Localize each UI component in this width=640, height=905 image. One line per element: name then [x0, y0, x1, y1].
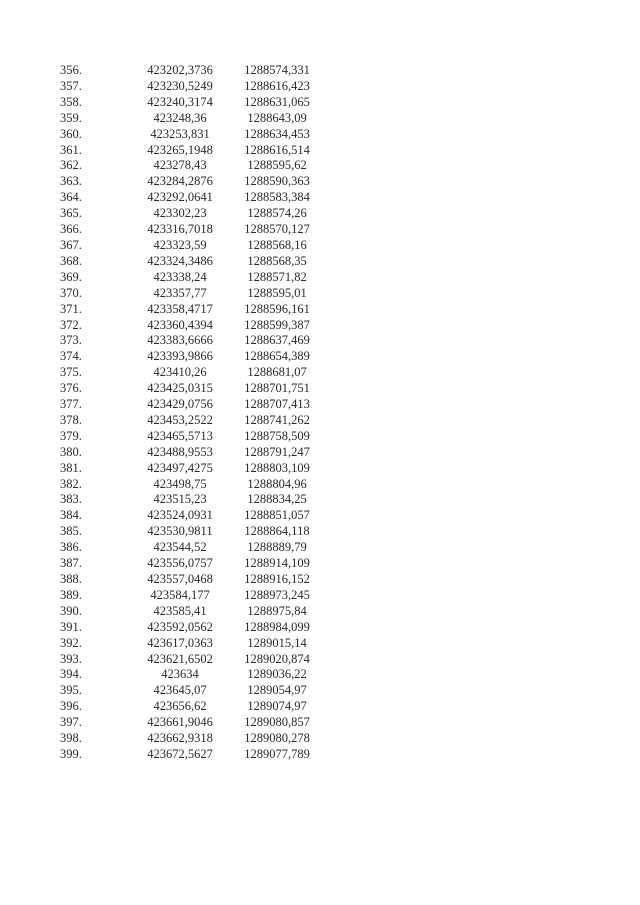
table-row — [60, 747, 324, 763]
point-number: 383. — [60, 492, 82, 507]
y-coordinate: 1288643,09 — [247, 110, 307, 125]
y-coordinate: 1288583,384 — [244, 190, 310, 205]
point-number: 377. — [60, 397, 82, 412]
point-number: 363. — [60, 174, 82, 189]
x-coordinate: 423278,43 — [153, 158, 207, 173]
table-row — [60, 143, 324, 159]
table-row — [60, 365, 324, 381]
table-row — [60, 636, 324, 652]
point-number: 374. — [60, 349, 82, 364]
y-coordinate: 1289080,857 — [244, 715, 310, 730]
point-number: 392. — [60, 635, 82, 650]
table-row — [60, 63, 324, 79]
point-number: 386. — [60, 540, 82, 555]
y-coordinate: 1288616,514 — [244, 142, 310, 157]
y-coordinate: 1288701,751 — [244, 381, 310, 396]
y-coordinate: 1288568,35 — [247, 253, 307, 268]
x-coordinate: 423524,0931 — [147, 508, 213, 523]
table-row — [60, 381, 324, 397]
table-row — [60, 556, 324, 572]
point-number: 385. — [60, 524, 82, 539]
point-number: 387. — [60, 556, 82, 571]
table-row — [60, 731, 324, 747]
x-coordinate: 423357,77 — [153, 285, 207, 300]
x-coordinate: 423498,75 — [153, 476, 207, 491]
table-row — [60, 206, 324, 222]
x-coordinate: 423358,4717 — [147, 301, 213, 316]
point-number: 373. — [60, 333, 82, 348]
x-coordinate: 423662,9318 — [147, 731, 213, 746]
x-coordinate: 423584,177 — [150, 587, 210, 602]
x-coordinate: 423360,4394 — [147, 317, 213, 332]
y-coordinate: 1289074,97 — [247, 699, 307, 714]
x-coordinate: 423383,6666 — [147, 333, 213, 348]
point-number: 390. — [60, 603, 82, 618]
table-row — [60, 588, 324, 604]
y-coordinate: 1288570,127 — [244, 222, 310, 237]
x-coordinate: 423645,07 — [153, 683, 207, 698]
point-number: 357. — [60, 78, 82, 93]
y-coordinate: 1288834,25 — [247, 492, 307, 507]
point-number: 378. — [60, 412, 82, 427]
point-number: 388. — [60, 572, 82, 586]
table-row — [60, 620, 324, 636]
y-coordinate: 1289080,278 — [244, 731, 310, 746]
y-coordinate: 1288707,413 — [244, 397, 310, 412]
point-number: 384. — [60, 508, 82, 523]
x-coordinate: 423410,26 — [153, 365, 207, 380]
y-coordinate: 1288634,453 — [244, 126, 310, 141]
table-row — [60, 683, 324, 699]
point-number: 379. — [60, 428, 82, 443]
x-coordinate: 423248,36 — [153, 110, 207, 125]
y-coordinate: 1288741,262 — [244, 412, 310, 427]
point-number: 375. — [60, 365, 82, 380]
table-row — [60, 429, 324, 445]
y-coordinate: 1288791,247 — [244, 444, 310, 459]
y-coordinate: 1288631,065 — [244, 94, 310, 109]
y-coordinate: 1288851,057 — [244, 508, 310, 523]
y-coordinate: 1289036,22 — [247, 667, 307, 682]
y-coordinate: 1289020,874 — [244, 651, 310, 666]
table-row — [60, 524, 324, 540]
point-number: 376. — [60, 381, 82, 396]
x-coordinate: 423265,1948 — [147, 142, 213, 157]
x-coordinate: 423302,23 — [153, 206, 207, 221]
x-coordinate: 423634 — [161, 667, 199, 682]
point-number: 368. — [60, 253, 82, 268]
point-number: 372. — [60, 317, 82, 332]
point-number: 391. — [60, 619, 82, 634]
y-coordinate: 1288599,387 — [244, 317, 310, 332]
x-coordinate: 423556,0757 — [147, 556, 213, 571]
x-coordinate: 423240,3174 — [147, 94, 213, 109]
point-number: 393. — [60, 651, 82, 666]
point-number: 362. — [60, 158, 82, 173]
y-coordinate: 1288637,469 — [244, 333, 310, 348]
point-number: 399. — [60, 746, 82, 761]
x-coordinate: 423316,7018 — [147, 222, 213, 237]
table-row — [60, 508, 324, 524]
point-number: 364. — [60, 190, 82, 205]
point-number: 367. — [60, 237, 82, 252]
x-coordinate: 423592,0562 — [147, 619, 213, 634]
point-number: 381. — [60, 460, 82, 475]
point-number: 371. — [60, 301, 82, 316]
table-row — [60, 333, 324, 349]
x-coordinate: 423530,9811 — [147, 524, 213, 539]
y-coordinate: 1288889,79 — [247, 540, 307, 555]
point-number: 380. — [60, 444, 82, 459]
y-coordinate: 1288616,423 — [244, 78, 310, 93]
y-coordinate: 1288758,509 — [244, 428, 310, 443]
table-row — [60, 667, 324, 683]
x-coordinate: 423515,23 — [153, 492, 207, 507]
x-coordinate: 423323,59 — [153, 237, 207, 252]
y-coordinate: 1289015,14 — [247, 635, 307, 650]
table-row — [60, 461, 324, 477]
point-number: 358. — [60, 94, 82, 109]
y-coordinate: 1288568,16 — [247, 237, 307, 252]
table-row — [60, 254, 324, 270]
table-row — [60, 318, 324, 334]
table-row — [60, 572, 324, 588]
y-coordinate: 1288574,26 — [247, 206, 307, 221]
table-row — [60, 349, 324, 365]
table-row — [60, 286, 324, 302]
x-coordinate: 423661,9046 — [147, 715, 213, 730]
y-coordinate: 1288595,62 — [247, 158, 307, 173]
y-coordinate: 1288803,109 — [244, 460, 310, 475]
y-coordinate: 1288914,109 — [244, 556, 310, 571]
point-number: 360. — [60, 126, 82, 141]
table-row — [60, 270, 324, 286]
x-coordinate: 423544,52 — [153, 540, 207, 555]
point-number: 359. — [60, 110, 82, 125]
x-coordinate: 423497,4275 — [147, 460, 213, 475]
y-coordinate: 1288916,152 — [244, 572, 310, 586]
point-number: 395. — [60, 683, 82, 698]
y-coordinate: 1288975,84 — [247, 603, 307, 618]
table-row — [60, 174, 324, 190]
y-coordinate: 1288596,161 — [244, 301, 310, 316]
x-coordinate: 423488,9553 — [147, 444, 213, 459]
x-coordinate: 423557,0468 — [147, 572, 213, 586]
y-coordinate: 1288574,331 — [244, 63, 310, 77]
table-row — [60, 238, 324, 254]
coordinates-table — [60, 63, 324, 763]
table-row — [60, 652, 324, 668]
table-row — [60, 79, 324, 95]
point-number: 398. — [60, 731, 82, 746]
x-coordinate: 423284,2876 — [147, 174, 213, 189]
y-coordinate: 1288654,389 — [244, 349, 310, 364]
table-row — [60, 222, 324, 238]
x-coordinate: 423324,3486 — [147, 253, 213, 268]
x-coordinate: 423202,3736 — [147, 63, 213, 77]
point-number: 361. — [60, 142, 82, 157]
x-coordinate: 423338,24 — [153, 269, 207, 284]
point-number: 369. — [60, 269, 82, 284]
y-coordinate: 1288681,07 — [247, 365, 307, 380]
x-coordinate: 423656,62 — [153, 699, 207, 714]
y-coordinate: 1288984,099 — [244, 619, 310, 634]
x-coordinate: 423429,0756 — [147, 397, 213, 412]
point-number: 397. — [60, 715, 82, 730]
x-coordinate: 423453,2522 — [147, 412, 213, 427]
point-number: 396. — [60, 699, 82, 714]
y-coordinate: 1288590,363 — [244, 174, 310, 189]
x-coordinate: 423425,0315 — [147, 381, 213, 396]
table-row — [60, 477, 324, 493]
y-coordinate: 1288864,118 — [244, 524, 310, 539]
table-row — [60, 158, 324, 174]
point-number: 370. — [60, 285, 82, 300]
y-coordinate: 1288595,01 — [247, 285, 307, 300]
table-row — [60, 95, 324, 111]
x-coordinate: 423621,6502 — [147, 651, 213, 666]
x-coordinate: 423393,9866 — [147, 349, 213, 364]
point-number: 382. — [60, 476, 82, 491]
table-row — [60, 413, 324, 429]
table-row — [60, 127, 324, 143]
point-number: 366. — [60, 222, 82, 237]
y-coordinate: 1288973,245 — [244, 587, 310, 602]
x-coordinate: 423230,5249 — [147, 78, 213, 93]
y-coordinate: 1288804,96 — [247, 476, 307, 491]
table-row — [60, 302, 324, 318]
table-row — [60, 715, 324, 731]
coordinates-table-body — [60, 63, 324, 763]
table-row — [60, 397, 324, 413]
y-coordinate: 1288571,82 — [247, 269, 307, 284]
point-number: 365. — [60, 206, 82, 221]
x-coordinate: 423292,0641 — [147, 190, 213, 205]
table-row — [60, 111, 324, 127]
point-number: 389. — [60, 587, 82, 602]
x-coordinate: 423617,0363 — [147, 635, 213, 650]
table-row — [60, 699, 324, 715]
table-row — [60, 540, 324, 556]
point-number: 356. — [60, 63, 82, 77]
table-row — [60, 492, 324, 508]
y-coordinate: 1289077,789 — [244, 746, 310, 761]
x-coordinate: 423672,5627 — [147, 746, 213, 761]
x-coordinate: 423585,41 — [153, 603, 207, 618]
table-row — [60, 190, 324, 206]
point-number: 394. — [60, 667, 82, 682]
x-coordinate: 423253,831 — [150, 126, 210, 141]
x-coordinate: 423465,5713 — [147, 428, 213, 443]
y-coordinate: 1289054,97 — [247, 683, 307, 698]
table-row — [60, 445, 324, 461]
table-row — [60, 604, 324, 620]
